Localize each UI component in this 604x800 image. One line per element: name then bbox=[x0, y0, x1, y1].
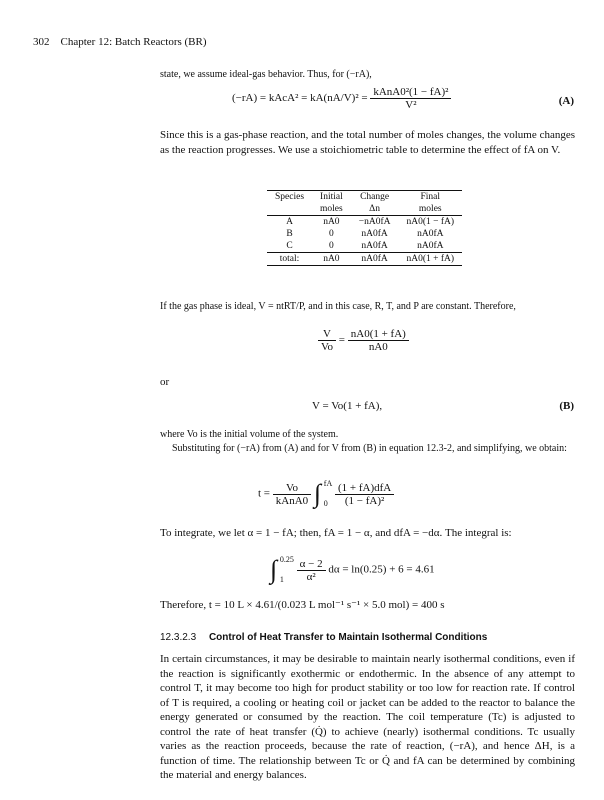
table-cell: −nA0fA bbox=[358, 217, 391, 227]
table-cell: total: bbox=[267, 253, 312, 266]
volume-ratio-right-num: nA0(1 + fA) bbox=[348, 328, 409, 341]
volume-ratio-left-den: Vo bbox=[321, 341, 334, 353]
volume-ratio-equals: = bbox=[338, 334, 345, 347]
section-heading bbox=[160, 632, 487, 643]
equation-time-integrand bbox=[335, 482, 394, 507]
paragraph-heat-transfer: In certain circumstances, it may be desirable to maintain nearly isothermal conditions, even if the reaction is significantly exothermic or endothermic. In the absence of any attempt to control T, it may become too high for product stability or too low for reaction rate. If control of T is required, a cooling or heating coil or jacket can be added to the reactor to balance the energy generated or consumed by the reaction. The coil temperature (Tc) is adjusted to control the rate of heat transfer (Q̇) to achieve (nearly) isothermal conditions. Tc usually varies as the reaction proceeds, because the rate of reaction, (−rA), and hence ΔH, is a function of time. The relationship between Tc or Q̇ and fA can be determined by combining the material and energy balances. bbox=[160, 653, 575, 781]
integral-num: α − 2 bbox=[297, 558, 326, 571]
table-row bbox=[267, 228, 462, 240]
table-header-cell: moles bbox=[312, 203, 351, 216]
integral-sign: ∫ bbox=[270, 555, 278, 584]
table-header-cell: moles bbox=[398, 203, 462, 216]
equation-a-fraction bbox=[370, 86, 451, 111]
integral-limits bbox=[280, 550, 294, 590]
equation-time-int-den: (1 − fA)² bbox=[344, 494, 385, 507]
table-header-cell: Δn bbox=[351, 203, 399, 216]
table-cell: nA0fA bbox=[417, 241, 444, 251]
integral-lower-limit: 1 bbox=[279, 575, 284, 584]
table-cell: nA0 bbox=[323, 217, 340, 227]
table-cell: nA0fA bbox=[361, 241, 388, 251]
table-cell: A bbox=[286, 217, 293, 227]
table-cell: nA0fA bbox=[361, 229, 388, 239]
paragraph-gas-phase: Since this is a gas-phase reaction, and the total number of moles changes, the volume changes as the reaction progresses. We use a stoichiometric table to determine the effect of fA on V. bbox=[160, 129, 575, 156]
table-row bbox=[267, 240, 462, 253]
volume-ratio-left-num: V bbox=[318, 328, 336, 341]
table-cell: nA0(1 − fA) bbox=[406, 217, 455, 227]
table-cell: nA0fA bbox=[351, 253, 399, 266]
equation-a-label: (A) bbox=[558, 95, 574, 107]
volume-ratio-right bbox=[348, 328, 409, 353]
integral-upper-limit: fA bbox=[323, 479, 333, 488]
integral-rhs: dα = ln(0.25) + 6 = 4.61 bbox=[328, 563, 435, 576]
table-cell: nA0fA bbox=[417, 229, 444, 239]
table-row bbox=[267, 216, 462, 229]
table-cell: B bbox=[286, 229, 293, 239]
table-cell: nA0(1 + fA) bbox=[398, 253, 462, 266]
table-cell: nA0 bbox=[312, 253, 351, 266]
table-header-cell: Species bbox=[267, 191, 312, 204]
page-number: 302 bbox=[33, 36, 50, 48]
paragraph-therefore: Therefore, t = 10 L × 4.61/(0.023 L mol⁻¹ s⁻¹ × 5.0 mol) = 400 s bbox=[160, 599, 445, 611]
table-header-cell: Change bbox=[351, 191, 399, 204]
equation-integral bbox=[270, 550, 435, 590]
chapter-title: Chapter 12: Batch Reactors (BR) bbox=[60, 36, 207, 48]
table-header-row-2 bbox=[267, 203, 462, 216]
equation-time-int-num: (1 + fA)dfA bbox=[335, 482, 394, 495]
running-header bbox=[33, 36, 207, 48]
equation-time-coef-num: Vo bbox=[273, 482, 311, 495]
section-title: Control of Heat Transfer to Maintain Isothermal Conditions bbox=[208, 632, 488, 643]
volume-ratio-left bbox=[318, 328, 336, 353]
equation-time-lhs: t = bbox=[258, 487, 271, 500]
integral-upper-limit: 0.25 bbox=[279, 555, 294, 564]
paragraph-initial-volume: where Vo is the initial volume of the system. bbox=[160, 429, 339, 440]
equation-b-label: (B) bbox=[559, 400, 574, 412]
table-header-cell: Initial bbox=[312, 191, 351, 204]
stoichiometric-table bbox=[267, 190, 462, 266]
equation-a-numerator: kAnA0²(1 − fA)² bbox=[370, 86, 451, 99]
paragraph-intro: state, we assume ideal-gas behavior. Thus, for (−rA), bbox=[160, 69, 372, 80]
integral-den: α² bbox=[306, 570, 316, 583]
integral-integrand bbox=[297, 558, 326, 583]
or-text: or bbox=[160, 376, 170, 388]
paragraph-substituting: Substituting for (−rA) from (A) and for V from (B) in equation 12.3-2, and simplifying, we obtain: bbox=[172, 443, 567, 454]
table-cell: 0 bbox=[329, 241, 334, 251]
equation-a bbox=[232, 86, 451, 111]
equation-time-coef-den: kAnA0 bbox=[275, 494, 309, 507]
equation-b: V = Vo(1 + fA), bbox=[312, 400, 383, 412]
integral-limits bbox=[324, 474, 332, 514]
table-header-cell: Final bbox=[398, 191, 462, 204]
volume-ratio-right-den: nA0 bbox=[368, 341, 388, 353]
table-cell: C bbox=[286, 241, 293, 251]
table-cell: 0 bbox=[329, 229, 334, 239]
paragraph-ideal-gas: If the gas phase is ideal, V = ntRT/P, and in this case, R, T, and P are constant. Therefore, bbox=[160, 301, 516, 312]
table-header-cell bbox=[267, 203, 312, 216]
equation-a-denominator: V² bbox=[405, 99, 417, 111]
integral-sign: ∫ bbox=[313, 479, 322, 508]
equation-a-lhs: (−rA) = kAcA² = kA(nA/V)² = bbox=[232, 92, 368, 105]
table-total-row bbox=[267, 253, 462, 266]
equation-time bbox=[258, 474, 394, 514]
equation-time-coefficient bbox=[273, 482, 311, 507]
integral-lower-limit: 0 bbox=[323, 499, 328, 508]
table-header-row-1 bbox=[267, 191, 462, 204]
paragraph-integrate: To integrate, we let α = 1 − fA; then, fA = 1 − α, and dfA = −dα. The integral is: bbox=[160, 527, 512, 539]
section-number: 12.3.2.3 bbox=[160, 632, 197, 643]
equation-volume-ratio bbox=[318, 328, 409, 353]
